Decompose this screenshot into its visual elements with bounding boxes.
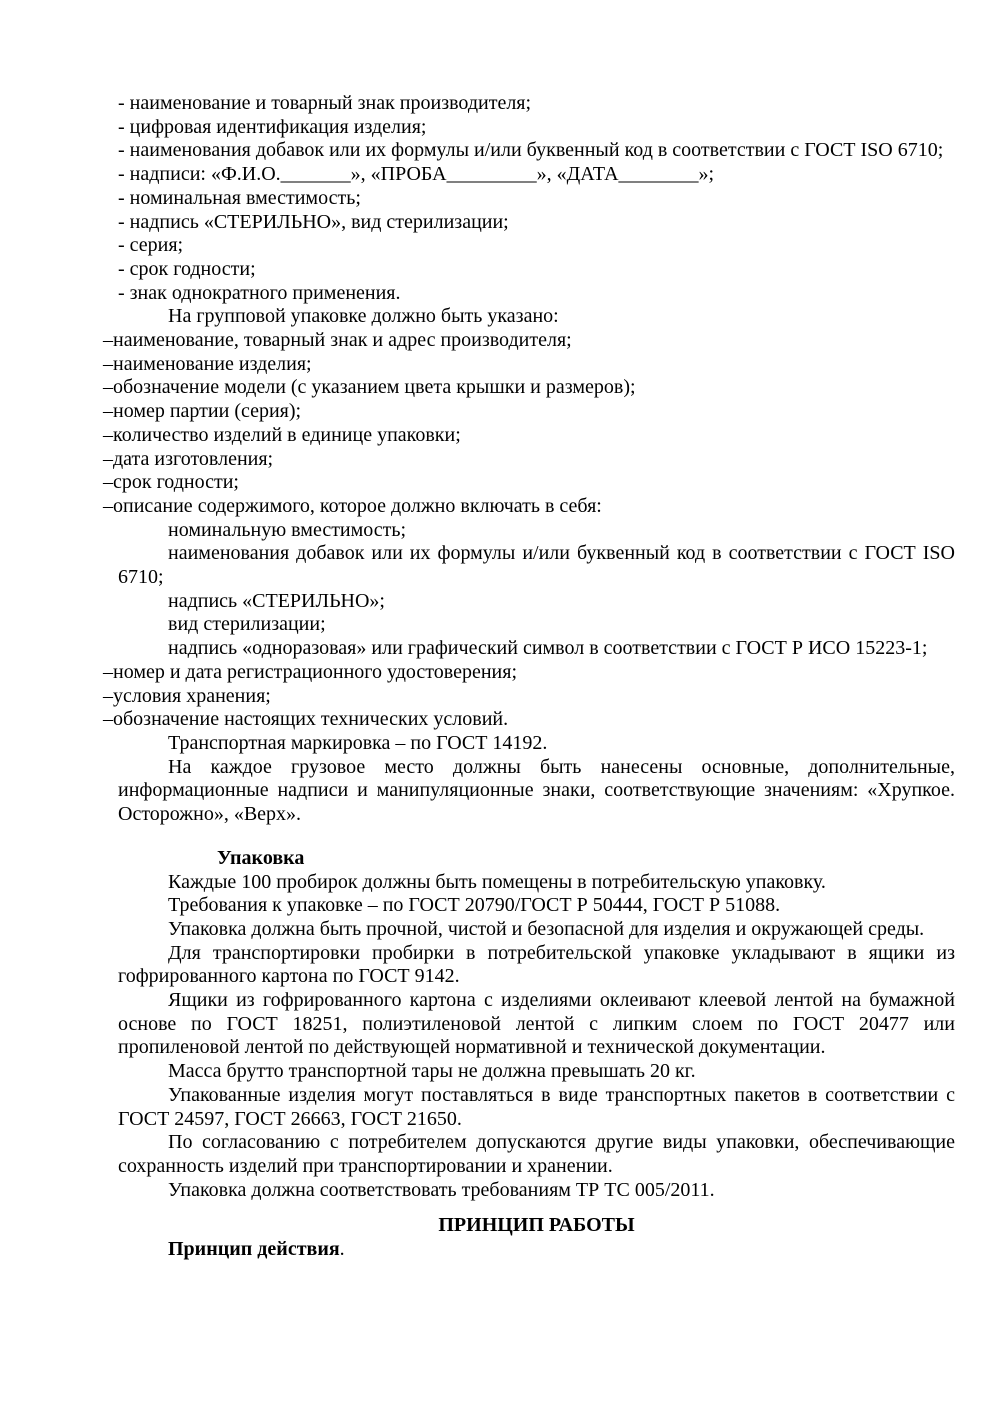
- paragraph: Транспортная маркировка – по ГОСТ 14192.: [168, 731, 548, 754]
- sub-list-item: надпись «одноразовая» или графический символ в соответствии с ГОСТ Р ИСО 15223-1;: [168, 637, 928, 660]
- list-item: - знак однократного применения.: [118, 281, 401, 304]
- chapter-heading: ПРИНЦИП РАБОТЫ: [438, 1214, 635, 1237]
- lead-suffix: .: [339, 1238, 345, 1261]
- sub-list-item: номинальную вместимость;: [168, 518, 407, 541]
- list-item: - надписи: «Ф.И.О._______», «ПРОБА_________», «ДАТА________»;: [118, 163, 715, 186]
- paragraph: Для транспортировки пробирки в потребительской упаковке укладывают в ящики из гофрированного картона по ГОСТ 9142.: [118, 941, 955, 988]
- list-item: –номер партии (серия);: [103, 400, 302, 423]
- list-item: –описание содержимого, которое должно включать в себя:: [103, 494, 602, 517]
- paragraph: На групповой упаковке должно быть указано:: [168, 305, 559, 328]
- sub-list-item: надпись «СТЕРИЛЬНО»;: [168, 589, 385, 612]
- lead-bold-text: Принцип действия: [168, 1238, 340, 1261]
- paragraph: По согласованию с потребителем допускаются другие виды упаковки, обеспечивающие сохранность изделий при транспортировании и хранении.: [118, 1131, 955, 1177]
- paragraph: Ящики из гофрированного картона с изделиями оклеивают клеевой лентой на бумажной основе по ГОСТ 18251, полиэтиленовой лентой с липким слоем по ГОСТ 20477 или пропиленовой лентой по действующей нормативной и технической документации.: [118, 989, 955, 1059]
- list-item: –обозначение настоящих технических условий.: [103, 708, 509, 731]
- list-item: - серия;: [118, 234, 184, 257]
- list-item: - номинальная вместимость;: [118, 186, 361, 209]
- paragraph: Масса брутто транспортной тары не должна превышать 20 кг.: [168, 1060, 696, 1083]
- list-item: - наименование и товарный знак производителя;: [118, 92, 532, 114]
- lead-paragraph: [118, 1238, 955, 1262]
- list-item: –количество изделий в единице упаковки;: [103, 423, 461, 446]
- list-item: –срок годности;: [103, 471, 239, 494]
- sub-list-item: наименования добавок или их формулы и/или буквенный код в соответствии с ГОСТ ISO 6710;: [118, 542, 955, 589]
- document-body: [103, 92, 955, 1262]
- list-item: - цифровая идентификация изделия;: [118, 115, 427, 138]
- list-item: –наименование изделия;: [103, 352, 312, 375]
- list-item: - срок годности;: [118, 257, 256, 280]
- list-item: –условия хранения;: [103, 684, 271, 707]
- list-item: - надпись «СТЕРИЛЬНО», вид стерилизации;: [118, 210, 509, 233]
- list-item: –наименование, товарный знак и адрес производителя;: [103, 329, 572, 352]
- sub-list-item: вид стерилизации;: [168, 613, 326, 636]
- paragraph: На каждое грузовое место должны быть нанесены основные, дополнительные, информационные надписи и манипуляционные знаки, соответствующие значениям: «Хрупкое. Осторожно», «Верх».: [118, 755, 955, 826]
- list-item: –номер и дата регистрационного удостоверения;: [103, 660, 518, 683]
- paragraph: Каждые 100 пробирок должны быть помещены в потребительскую упаковку.: [168, 870, 826, 893]
- section-heading: Упаковка: [217, 846, 305, 869]
- paragraph: Упакованные изделия могут поставляться в виде транспортных пакетов в соответствии с ГОСТ 24597, ГОСТ 26663, ГОСТ 21650.: [118, 1083, 955, 1130]
- paragraph: Упаковка должна быть прочной, чистой и безопасной для изделия и окружающей среды.: [168, 917, 925, 940]
- paragraph: Упаковка должна соответствовать требованиям ТР ТС 005/2011.: [168, 1178, 715, 1201]
- paragraph: Требования к упаковке – по ГОСТ 20790/ГОСТ Р 50444, ГОСТ Р 51088.: [168, 894, 781, 917]
- list-item: –дата изготовления;: [103, 447, 274, 470]
- list-item: –обозначение модели (с указанием цвета крышки и размеров);: [103, 376, 636, 399]
- list-item: - наименования добавок или их формулы и/или буквенный код в соответствии с ГОСТ ISO 6710;: [118, 139, 944, 162]
